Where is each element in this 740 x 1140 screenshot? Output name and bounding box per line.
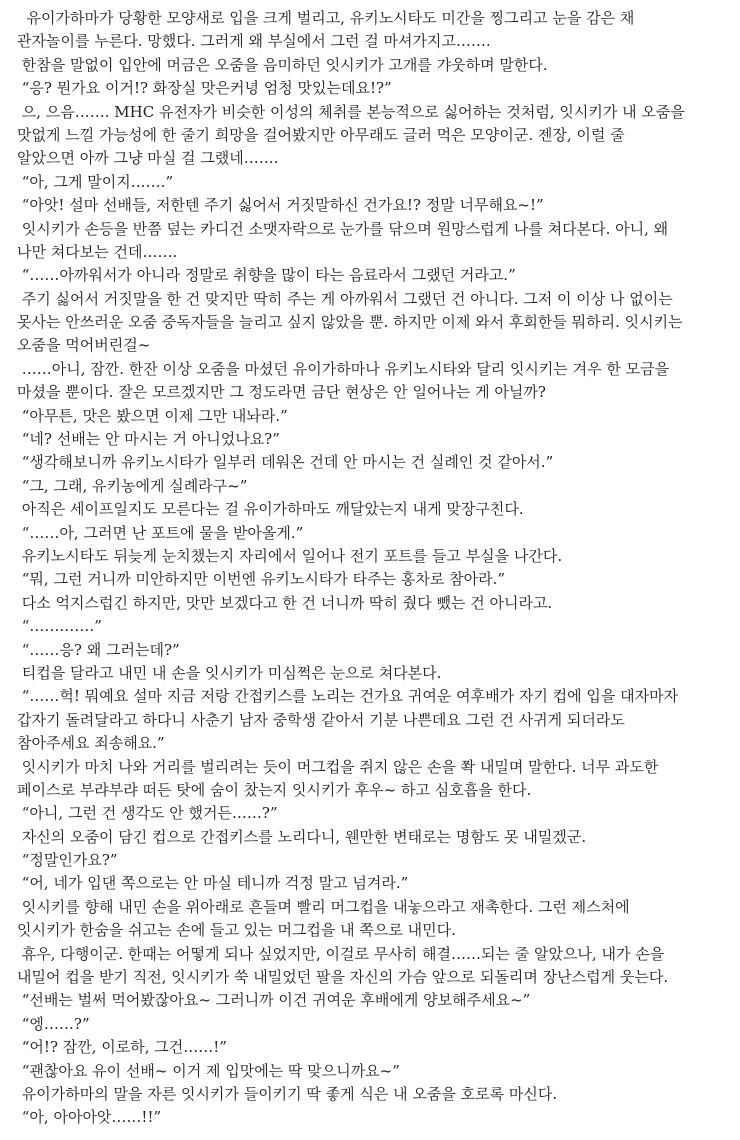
text-line: 나만 쳐다보는 건데……. — [17, 242, 178, 261]
text-line: 아직은 세이프일지도 모른다는 걸 유이가하마도 깨달았는지 내게 맞장구친다. — [17, 500, 524, 519]
text-line: 잇시키가 손등을 반쯤 덮는 카디건 소맷자락으로 눈가를 닦으며 원망스럽게 나를 쳐다본다. 아니, 왜 — [17, 219, 669, 238]
text-line: 잇시키가 마치 나와 거리를 벌리려는 듯이 머그컵을 쥐지 않은 손을 쫙 내밀며 말한다. 너무 과도한 — [17, 757, 659, 776]
text-line: “괜찮아요 유이 선배~ 이거 제 입맛에는 딱 맞으니까요~” — [17, 1061, 400, 1080]
text-line: “아, 그게 말이지…….” — [17, 172, 174, 191]
text-line: 참아주세요 죄송해요.” — [17, 734, 165, 753]
text-line: “……헉! 뭐예요 설마 지금 저랑 간접키스를 노리는 건가요 귀여운 여후배가 자기 컵에 입을 대자마자 — [17, 687, 679, 706]
text-line: “어, 네가 입댄 쪽으로는 안 마실 테니까 걱정 말고 넘겨라.” — [17, 874, 409, 893]
text-line: ……아니, 잠깐. 한잔 이상 오줌을 마셨던 유이가하마나 유키노시타와 달리 잇시키는 겨우 한 모금을 — [17, 359, 670, 378]
text-line: “선배는 벌써 먹어봤잖아요~ 그러니까 이건 귀여운 후배에게 양보해주세요~” — [17, 991, 531, 1010]
text-line: “응? 뭔가요 이거!? 화장실 맛은커녕 엄청 맛있는데요!?” — [17, 79, 392, 98]
text-line: 다소 억지스럽긴 하지만, 맛만 보겠다고 한 건 너니까 딱히 줬다 뺐는 건 아니라고. — [17, 593, 553, 612]
text-line: “생각해보니까 유키노시타가 일부러 데워온 건데 안 마시는 건 실례인 것 같아서.” — [17, 453, 554, 472]
text-line: 페이스로 부랴부랴 떠든 탓에 숨이 찼는지 잇시키가 후우~ 하고 심호흡을 한다. — [17, 780, 532, 799]
text-line: “……아까워서가 아니라 정말로 취향을 많이 타는 음료라서 그랬던 거라고.” — [17, 266, 516, 285]
text-line: 맛없게 느낄 가능성에 한 줄기 희망을 걸어봤지만 아무래도 글러 먹은 모양이군. 젠장, 이럴 줄 — [17, 125, 625, 144]
text-line: “그, 그래, 유키농에게 실례라구~” — [17, 476, 248, 495]
text-line: “아, 아아아앗……!!” — [17, 1108, 162, 1127]
text-line: 유키노시타도 뒤늦게 눈치챘는지 자리에서 일어나 전기 포트를 들고 부실을 나간다. — [17, 546, 563, 565]
text-line: “네? 선배는 안 마시는 거 아니었나요?” — [17, 430, 280, 449]
text-line: 마셨을 뿐이다. 잘은 모르겠지만 그 정도라면 금단 현상은 안 일어나는 게 아닐까? — [17, 383, 546, 402]
text-line: 휴우, 다행이군. 한때는 어떻게 되나 싶었지만, 이걸로 무사히 해결……되는 줄 알았으나, 내가 손을 — [17, 944, 665, 963]
text-line: 오줌을 먹어버린걸~ — [17, 336, 151, 355]
text-line: “정말인가요?” — [17, 851, 118, 870]
text-line: “아무튼, 맛은 봤으면 이제 그만 내놔라.” — [17, 406, 288, 425]
text-line: “뭐, 그런 거니까 미안하지만 이번엔 유키노시타가 타주는 홍차로 참아라.” — [17, 570, 505, 589]
text-line: 자신의 오줌이 담긴 컵으로 간접키스를 노리다니, 웬만한 변태로는 명함도 못 내밀겠군. — [17, 827, 587, 846]
text-line: 내밀어 컵을 받기 직전, 잇시키가 쑥 내밀었던 팔을 자신의 가슴 앞으로 되돌리며 장난스럽게 웃는다. — [17, 968, 669, 987]
text-line: 갑자기 돌려달라고 하다니 사춘기 남자 중학생 같아서 기분 나쁜데요 그런 건 사귀게 되더라도 — [17, 710, 625, 729]
text-line: 못사는 안쓰러운 오줌 중독자들을 늘리고 싶지 않았을 뿐. 하지만 이제 와서 후회한들 뭐하리. 잇시키는 — [17, 313, 683, 332]
text-line: “엥……?” — [17, 1014, 90, 1033]
text-line: “아앗! 설마 선배들, 저한텐 주기 싫어서 거짓말하신 건가요!? 정말 너무해요~!” — [17, 196, 544, 215]
text-line: “………….” — [17, 617, 102, 636]
text-line: 주기 싫어서 거짓말을 한 건 맞지만 딱히 주는 게 아까워서 그랬던 건 아니다. 그저 이 이상 나 없이는 — [17, 289, 673, 308]
text-line: 한참을 말없이 입안에 머금은 오줌을 음미하던 잇시키가 고개를 갸웃하며 말한다. — [17, 55, 548, 74]
text-line: “어!? 잠깐, 이로하, 그건……!” — [17, 1038, 227, 1057]
text-line: 관자놀이를 누른다. 망했다. 그러게 왜 부실에서 그런 걸 마셔가지고……. — [17, 32, 491, 51]
text-line: 으, 으음……. MHC 유전자가 비슷한 이성의 체취를 본능적으로 싫어하는 것처럼, 잇시키가 내 오줌을 — [17, 102, 685, 121]
text-line: 티컵을 달라고 내민 내 손을 잇시키가 미심쩍은 눈으로 쳐다본다. — [17, 663, 442, 682]
text-line: 유이가하마의 말을 자른 잇시키가 들이키기 딱 좋게 식은 내 오줌을 호로록 마신다. — [17, 1084, 558, 1103]
text-line: “아니, 그런 건 생각도 안 했거든……?” — [17, 804, 278, 823]
text-line: “……아, 그러면 난 포트에 물을 받아올게.” — [17, 523, 304, 542]
text-line: “……응? 왜 그러는데?” — [17, 640, 180, 659]
text-line: 잇시키를 향해 내민 손을 위아래로 흔들며 빨리 머그컵을 내놓으라고 재촉한다. 그런 제스처에 — [17, 897, 630, 916]
text-line: 잇시키가 한숨을 쉬고는 손에 들고 있는 머그컵을 내 쪽으로 내민다. — [17, 921, 456, 940]
text-line: 알았으면 아까 그냥 마실 걸 그랬네……. — [17, 149, 279, 168]
text-line: 유이가하마가 당황한 모양새로 입을 크게 벌리고, 유키노시타도 미간을 찡그리고 눈을 감은 채 — [17, 9, 635, 27]
